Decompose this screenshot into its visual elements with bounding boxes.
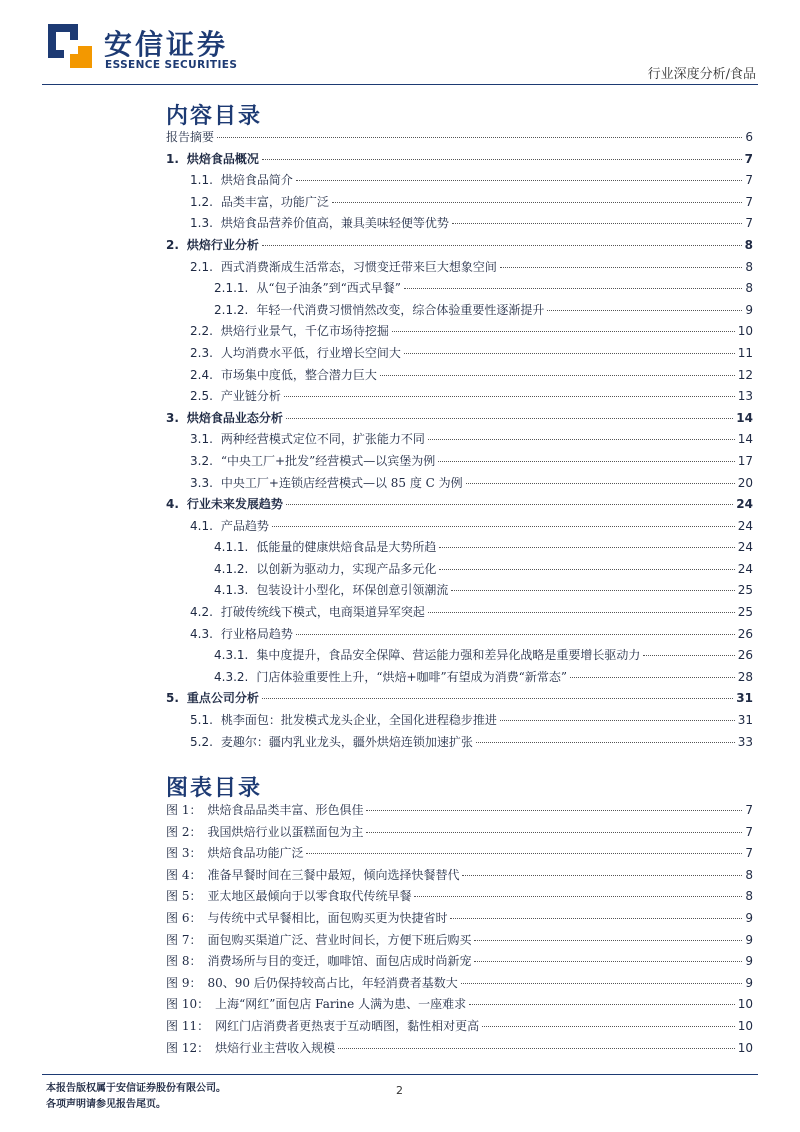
- toc-entry-title: 门店体验重要性上升，“烘焙+咖啡”有望成为消费“新常态”: [256, 669, 567, 684]
- toc-entry[interactable]: [166, 344, 753, 366]
- toc-entry-page: 17: [737, 453, 753, 468]
- toc-leader-dots: [284, 396, 735, 397]
- figure-leader-dots: [474, 940, 742, 941]
- toc-entry-page: 25: [737, 583, 753, 598]
- toc-entry-title: 低能量的健康烘焙食品是大势所趋: [256, 540, 437, 555]
- toc-entry[interactable]: [166, 387, 753, 409]
- toc-entry-number: 3.2.: [190, 453, 213, 468]
- toc-entry-page: 9: [745, 302, 753, 317]
- toc-leader-dots: [286, 504, 733, 505]
- toc-entry-number: 2.1.: [190, 259, 213, 274]
- toc-entry[interactable]: [166, 560, 753, 582]
- figure-entry-label: 图 10：: [166, 997, 210, 1012]
- toc-entry-number: 2.2.: [190, 324, 213, 339]
- figure-leader-dots: [450, 918, 742, 919]
- toc-entry-title: 打破传统线下模式，电商渠道异军突起: [220, 605, 425, 620]
- toc-entry-title: 年轻一代消费习惯悄然改变，综合体验重要性逐渐提升: [256, 302, 545, 317]
- toc-entry-number: 1.2.: [190, 194, 213, 209]
- toc-entry-number: 4.1.3.: [214, 583, 249, 598]
- brand-name-en: ESSENCE SECURITIES: [105, 59, 238, 71]
- toc-entry-number: 3.1.: [190, 432, 213, 447]
- figure-leader-dots: [306, 853, 742, 854]
- toc-title: 内容目录: [166, 103, 263, 129]
- figure-entry-title: 我国烘焙行业以蛋糕面包为主: [207, 824, 364, 839]
- toc-entry-page: 7: [745, 216, 753, 231]
- toc-leader-dots: [547, 310, 742, 311]
- copyright-notice: 本报告版权属于安信证券股份有限公司。: [46, 1083, 226, 1094]
- toc-entry-number: 1.: [166, 151, 179, 166]
- figure-entry-title: 网红门店消费者更热衷于互动晒图，黏性相对更高: [215, 1018, 480, 1033]
- toc-entry-title: 烘焙食品简介: [220, 173, 293, 188]
- toc-leader-dots: [428, 612, 735, 613]
- figure-leader-dots: [366, 832, 742, 833]
- toc-entry-page: 8: [744, 237, 753, 252]
- figure-leader-dots: [469, 1004, 735, 1005]
- toc-entry-title: 两种经营模式定位不同，扩张能力不同: [220, 432, 425, 447]
- toc-entry-number: 4.3.1.: [214, 648, 249, 663]
- toc-entry-page: 7: [744, 151, 753, 166]
- toc-entry-number: 5.: [166, 691, 179, 706]
- figure-entry[interactable]: [166, 844, 753, 866]
- figure-leader-dots: [482, 1026, 735, 1027]
- toc-leader-dots: [438, 461, 734, 462]
- toc-entry[interactable]: [166, 430, 753, 452]
- figure-leader-dots: [366, 810, 742, 811]
- toc-entry-title: 烘焙食品概况: [186, 151, 259, 166]
- toc-entry-number: 5.2.: [190, 734, 213, 749]
- figure-entry[interactable]: [166, 823, 753, 845]
- toc-entry[interactable]: [166, 625, 753, 647]
- toc-leader-dots: [296, 634, 735, 635]
- toc-leader-dots: [296, 180, 742, 181]
- toc-entry[interactable]: [166, 236, 753, 258]
- figure-entry-page: 8: [745, 867, 753, 882]
- table-of-contents: [166, 128, 753, 754]
- toc-entry-title: “中央工厂+批发”经营模式—以宾堡为例: [220, 453, 436, 468]
- figure-entry-page: 9: [745, 932, 753, 947]
- toc-leader-dots: [643, 655, 734, 656]
- toc-leader-dots: [380, 375, 735, 376]
- report-category: 行业深度分析/食品: [647, 67, 756, 82]
- toc-entry-page: 25: [737, 605, 753, 620]
- figure-entry[interactable]: [166, 1017, 753, 1039]
- toc-entry-number: 4.1.2.: [214, 561, 249, 576]
- figure-entry[interactable]: [166, 931, 753, 953]
- toc-entry-number: 3.3.: [190, 475, 213, 490]
- toc-entry-number: 4.1.: [190, 518, 213, 533]
- figure-list: [166, 801, 753, 1060]
- toc-entry-title: 重点公司分析: [186, 691, 259, 706]
- brand-name-cn: 安信证券: [104, 28, 229, 61]
- disclaimer-notice: 各项声明请参见报告尾页。: [46, 1099, 166, 1110]
- figure-entry-label: 图 11：: [166, 1018, 210, 1033]
- toc-entry-title: 烘焙行业景气，千亿市场待挖掘: [220, 324, 389, 339]
- toc-entry-number: 4.1.1.: [214, 540, 249, 555]
- toc-entry-title: 集中度提升，食品安全保障、营运能力强和差异化战略是重要增长驱动力: [256, 648, 641, 663]
- figure-entry-page: 9: [745, 954, 753, 969]
- figure-entry[interactable]: [166, 887, 753, 909]
- figure-entry-page: 8: [745, 889, 753, 904]
- toc-entry-title: 麦趣尔：疆内乳业龙头，疆外烘焙连锁加速扩张: [220, 734, 473, 749]
- toc-leader-dots: [451, 590, 734, 591]
- figure-entry-title: 消费场所与目的变迁，咖啡馆、面包店成时尚新宠: [207, 954, 472, 969]
- figure-entry-label: 图 9：: [166, 975, 202, 990]
- toc-entry-page: 8: [745, 281, 753, 296]
- toc-entry-page: 10: [737, 324, 753, 339]
- toc-entry-title: 市场集中度低，整合潜力巨大: [220, 367, 377, 382]
- toc-entry-number: 4.: [166, 497, 179, 512]
- toc-entry-page: 24: [736, 497, 753, 512]
- toc-leader-dots: [428, 439, 735, 440]
- toc-entry-number: 2.: [166, 237, 179, 252]
- figure-entry-label: 图 8：: [166, 954, 202, 969]
- page-number: 2: [396, 1084, 403, 1097]
- toc-entry[interactable]: [166, 603, 753, 625]
- toc-entry[interactable]: [166, 474, 753, 496]
- toc-entry-page: 26: [737, 626, 753, 641]
- toc-entry-title: 人均消费水平低，行业增长空间大: [220, 345, 401, 360]
- figure-entry-label: 图 2：: [166, 824, 202, 839]
- toc-entry-number: 5.1.: [190, 713, 213, 728]
- footer-divider: [42, 1074, 758, 1075]
- figure-entry-page: 10: [737, 997, 753, 1012]
- toc-entry-page: 13: [737, 389, 753, 404]
- toc-leader-dots: [466, 483, 735, 484]
- figure-entry[interactable]: [166, 974, 753, 996]
- toc-leader-dots: [332, 202, 742, 203]
- toc-entry[interactable]: [166, 301, 753, 323]
- toc-entry-number: 2.1.1.: [214, 281, 249, 296]
- toc-entry-page: 6: [745, 130, 753, 144]
- figure-entry-page: 9: [745, 910, 753, 925]
- figure-entry-page: 7: [745, 803, 753, 817]
- figure-entry-title: 准备早餐时间在三餐中最短，倾向选择快餐替代: [207, 867, 460, 882]
- figure-entry-page: 7: [745, 846, 753, 861]
- toc-leader-dots: [452, 223, 742, 224]
- toc-entry-number: 4.3.: [190, 626, 213, 641]
- toc-entry-page: 33: [737, 734, 753, 749]
- figure-entry-label: 图 4：: [166, 867, 202, 882]
- toc-leader-dots: [272, 526, 735, 527]
- figure-entry-title: 与传统中式早餐相比，面包购买更为快捷省时: [207, 910, 448, 925]
- toc-entry-page: 11: [737, 345, 753, 360]
- figure-entry[interactable]: [166, 909, 753, 931]
- toc-entry-page: 14: [737, 432, 753, 447]
- figure-entry[interactable]: [166, 866, 753, 888]
- company-logo-icon: [46, 22, 94, 70]
- toc-entry-title: 行业格局趋势: [220, 626, 293, 641]
- toc-leader-dots: [500, 720, 735, 721]
- toc-entry-title: 烘焙食品业态分析: [186, 410, 283, 425]
- toc-leader-dots: [404, 288, 742, 289]
- toc-entry[interactable]: [166, 171, 753, 193]
- toc-entry-page: 7: [745, 173, 753, 188]
- toc-entry[interactable]: [166, 517, 753, 539]
- toc-entry[interactable]: [166, 409, 753, 431]
- figure-entry-page: 7: [745, 824, 753, 839]
- toc-leader-dots: [439, 547, 734, 548]
- toc-entry-page: 7: [745, 194, 753, 209]
- toc-entry-number: 4.3.2.: [214, 669, 249, 684]
- toc-entry-page: 20: [737, 475, 753, 490]
- toc-entry-title: 从“包子油条”到“西式早餐”: [256, 281, 401, 296]
- toc-leader-dots: [439, 569, 734, 570]
- toc-entry-title: 报告摘要: [166, 130, 215, 144]
- figure-list-title: 图表目录: [166, 775, 263, 801]
- toc-entry[interactable]: [166, 366, 753, 388]
- figure-entry-title: 烘焙食品品类丰富、形色俱佳: [207, 803, 364, 817]
- toc-entry[interactable]: [166, 193, 753, 215]
- toc-leader-dots: [262, 698, 733, 699]
- toc-leader-dots: [217, 137, 742, 138]
- toc-entry-title: 桃李面包：批发模式龙头企业，全国化进程稳步推进: [220, 713, 497, 728]
- toc-leader-dots: [286, 418, 733, 419]
- toc-entry-page: 31: [737, 713, 753, 728]
- toc-entry-number: 2.1.2.: [214, 302, 249, 317]
- figure-entry-title: 烘焙行业主营收入规模: [215, 1040, 336, 1055]
- toc-entry-title: 烘焙食品营养价值高，兼具美味轻便等优势: [220, 216, 449, 231]
- figure-entry-label: 图 6：: [166, 910, 202, 925]
- toc-entry-page: 12: [737, 367, 753, 382]
- toc-entry-number: 2.4.: [190, 367, 213, 382]
- toc-entry[interactable]: [166, 646, 753, 668]
- figure-entry-title: 80、90 后仍保持较高占比，年轻消费者基数大: [207, 975, 458, 990]
- figure-entry-title: 烘焙食品功能广泛: [207, 846, 304, 861]
- figure-entry-label: 图 3：: [166, 846, 202, 861]
- toc-entry[interactable]: [166, 733, 753, 755]
- figure-leader-dots: [414, 896, 742, 897]
- figure-entry-title: 上海“网红”面包店 Farine 人满为患、一座难求: [215, 997, 467, 1012]
- toc-entry-number: 2.5.: [190, 389, 213, 404]
- toc-entry-title: 西式消费渐成生活常态，习惯变迁带来巨大想象空间: [220, 259, 497, 274]
- figure-entry-label: 图 1：: [166, 803, 202, 817]
- figure-entry-title: 面包购买渠道广泛、营业时间长，方便下班后购买: [207, 932, 472, 947]
- toc-entry-title: 烘焙行业分析: [186, 237, 259, 252]
- toc-entry-title: 包装设计小型化，环保创意引领潮流: [256, 583, 449, 598]
- figure-leader-dots: [461, 983, 743, 984]
- toc-entry-number: 3.: [166, 410, 179, 425]
- toc-entry-page: 14: [736, 410, 753, 425]
- toc-entry-title: 行业未来发展趋势: [186, 497, 283, 512]
- header-divider: [42, 84, 758, 85]
- toc-entry[interactable]: [166, 214, 753, 236]
- toc-leader-dots: [262, 159, 742, 160]
- toc-entry-page: 24: [737, 518, 753, 533]
- toc-leader-dots: [404, 353, 735, 354]
- toc-entry[interactable]: [166, 711, 753, 733]
- toc-entry-number: 1.3.: [190, 216, 213, 231]
- figure-leader-dots: [474, 961, 742, 962]
- toc-entry-page: 24: [737, 540, 753, 555]
- toc-entry[interactable]: [166, 689, 753, 711]
- figure-entry-label: 图 12：: [166, 1040, 210, 1055]
- toc-entry[interactable]: [166, 258, 753, 280]
- figure-leader-dots: [338, 1048, 735, 1049]
- toc-entry-title: 产业链分析: [220, 389, 281, 404]
- toc-entry-number: 2.3.: [190, 345, 213, 360]
- toc-entry-page: 24: [737, 561, 753, 576]
- toc-entry-page: 31: [736, 691, 753, 706]
- toc-entry-title: 产品趋势: [220, 518, 269, 533]
- toc-entry-title: 中央工厂+连锁店经营模式—以 85 度 C 为例: [220, 475, 463, 490]
- toc-entry[interactable]: [166, 581, 753, 603]
- figure-entry-page: 10: [737, 1040, 753, 1055]
- toc-entry[interactable]: [166, 279, 753, 301]
- toc-entry-title: 品类丰富，功能广泛: [220, 194, 329, 209]
- toc-entry[interactable]: [166, 668, 753, 690]
- toc-entry-title: 以创新为驱动力，实现产品多元化: [256, 561, 437, 576]
- toc-entry[interactable]: [166, 538, 753, 560]
- toc-entry-number: 1.1.: [190, 173, 213, 188]
- figure-entry[interactable]: [166, 1039, 753, 1061]
- toc-leader-dots: [262, 245, 742, 246]
- toc-entry[interactable]: [166, 150, 753, 172]
- toc-leader-dots: [476, 742, 735, 743]
- figure-entry[interactable]: [166, 801, 753, 823]
- toc-entry-page: 28: [737, 669, 753, 684]
- figure-entry[interactable]: [166, 952, 753, 974]
- figure-entry-title: 亚太地区最倾向于以零食取代传统早餐: [207, 889, 412, 904]
- toc-entry-page: 26: [737, 648, 753, 663]
- toc-entry-page: 8: [745, 259, 753, 274]
- figure-entry[interactable]: [166, 995, 753, 1017]
- figure-leader-dots: [462, 875, 742, 876]
- toc-entry-number: 4.2.: [190, 605, 213, 620]
- figure-entry-page: 10: [737, 1018, 753, 1033]
- figure-entry-label: 图 7：: [166, 932, 202, 947]
- toc-leader-dots: [570, 677, 735, 678]
- toc-leader-dots: [392, 331, 735, 332]
- toc-leader-dots: [500, 267, 742, 268]
- toc-entry[interactable]: [166, 452, 753, 474]
- toc-entry[interactable]: [166, 495, 753, 517]
- figure-entry-label: 图 5：: [166, 889, 202, 904]
- figure-entry-page: 9: [745, 975, 753, 990]
- toc-entry[interactable]: [166, 128, 753, 150]
- toc-entry[interactable]: [166, 322, 753, 344]
